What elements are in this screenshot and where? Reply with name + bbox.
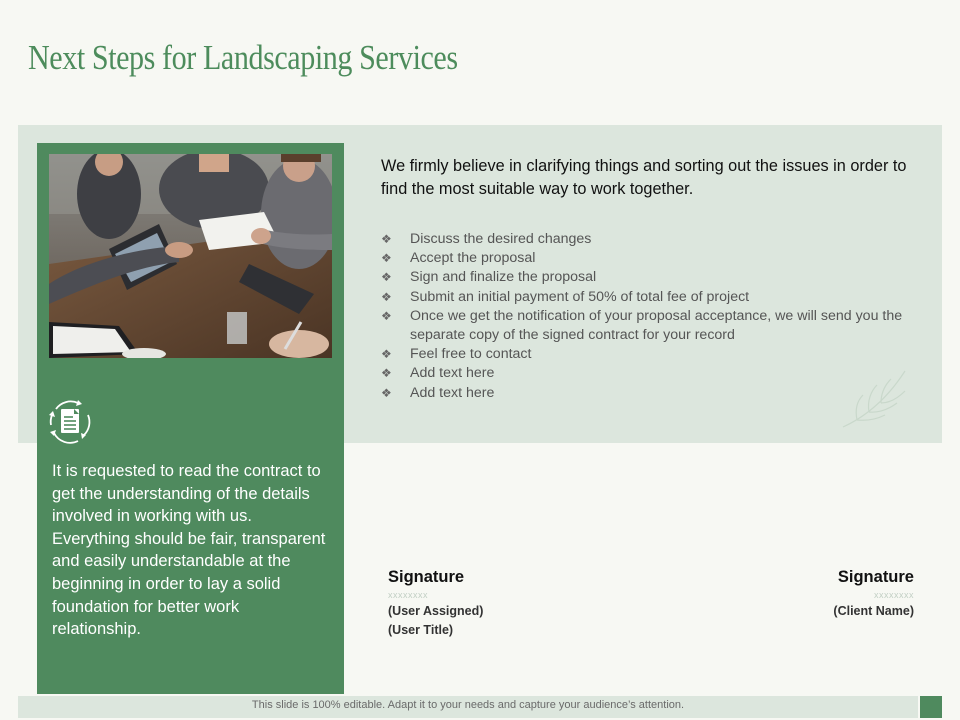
list-item-text: Discuss the desired changes xyxy=(410,231,592,247)
slide-title: Next Steps for Landscaping Services xyxy=(28,38,458,77)
diamond-bullet-icon: ❖ xyxy=(381,289,392,304)
footer-text: This slide is 100% editable. Adapt it to your needs and capture your audience’s attention. xyxy=(251,699,685,711)
user-title-label: (User Title) xyxy=(388,623,454,637)
list-item-text: Submit an initial payment of 50% of total fee of project xyxy=(410,288,750,305)
list-item xyxy=(381,288,921,307)
list-item xyxy=(381,364,921,383)
list-item xyxy=(381,268,921,287)
diamond-bullet-icon: ❖ xyxy=(381,385,392,400)
list-item xyxy=(381,384,921,403)
list-item-text: Sign and finalize the proposal xyxy=(410,269,597,286)
list-item xyxy=(381,345,921,364)
intro-text: We firmly believe in clarifying things and sorting out the issues in order to find the most suitable way to work together. xyxy=(381,157,907,198)
list-item-text: Add text here xyxy=(410,365,495,382)
user-assigned-label: (User Assigned) xyxy=(388,604,484,618)
client-name-label: (Client Name) xyxy=(833,604,914,618)
signature-block-user xyxy=(388,566,483,640)
list-item-text: Accept the proposal xyxy=(410,250,536,267)
diamond-bullet-icon: ❖ xyxy=(381,366,392,381)
diamond-bullet-icon: ❖ xyxy=(381,308,392,323)
list-item-text: Add text here xyxy=(410,384,495,401)
diamond-bullet-icon: ❖ xyxy=(381,232,392,246)
list-item xyxy=(381,230,921,249)
signature-heading: Signature xyxy=(388,568,465,586)
list-item xyxy=(381,249,921,268)
signature-placeholder: xxxxxxxx xyxy=(388,590,428,600)
list-item xyxy=(381,307,921,345)
list-item-text: Feel free to contact xyxy=(410,346,532,363)
signature-heading: Signature xyxy=(837,568,914,586)
meeting-photo xyxy=(49,154,332,358)
signature-block-client xyxy=(780,566,914,621)
document-cycle-icon xyxy=(46,397,94,445)
next-steps-list xyxy=(381,230,921,403)
diamond-bullet-icon: ❖ xyxy=(381,270,392,285)
list-item-text: Once we get the notification of your proposal acceptance, we will send you the separate copy of the signed contract for your record xyxy=(410,307,903,344)
diamond-bullet-icon: ❖ xyxy=(381,251,392,266)
signature-placeholder: xxxxxxxx xyxy=(874,590,914,600)
diamond-bullet-icon: ❖ xyxy=(381,347,392,362)
card-description: It is requested to read the contract to get the understanding of the details involved in working with us. Everything should be fair, transparent and easily understandable at the beginning in order to lay a solid foundation for better work relationship. xyxy=(52,462,326,639)
footer-accent-square xyxy=(920,696,942,718)
